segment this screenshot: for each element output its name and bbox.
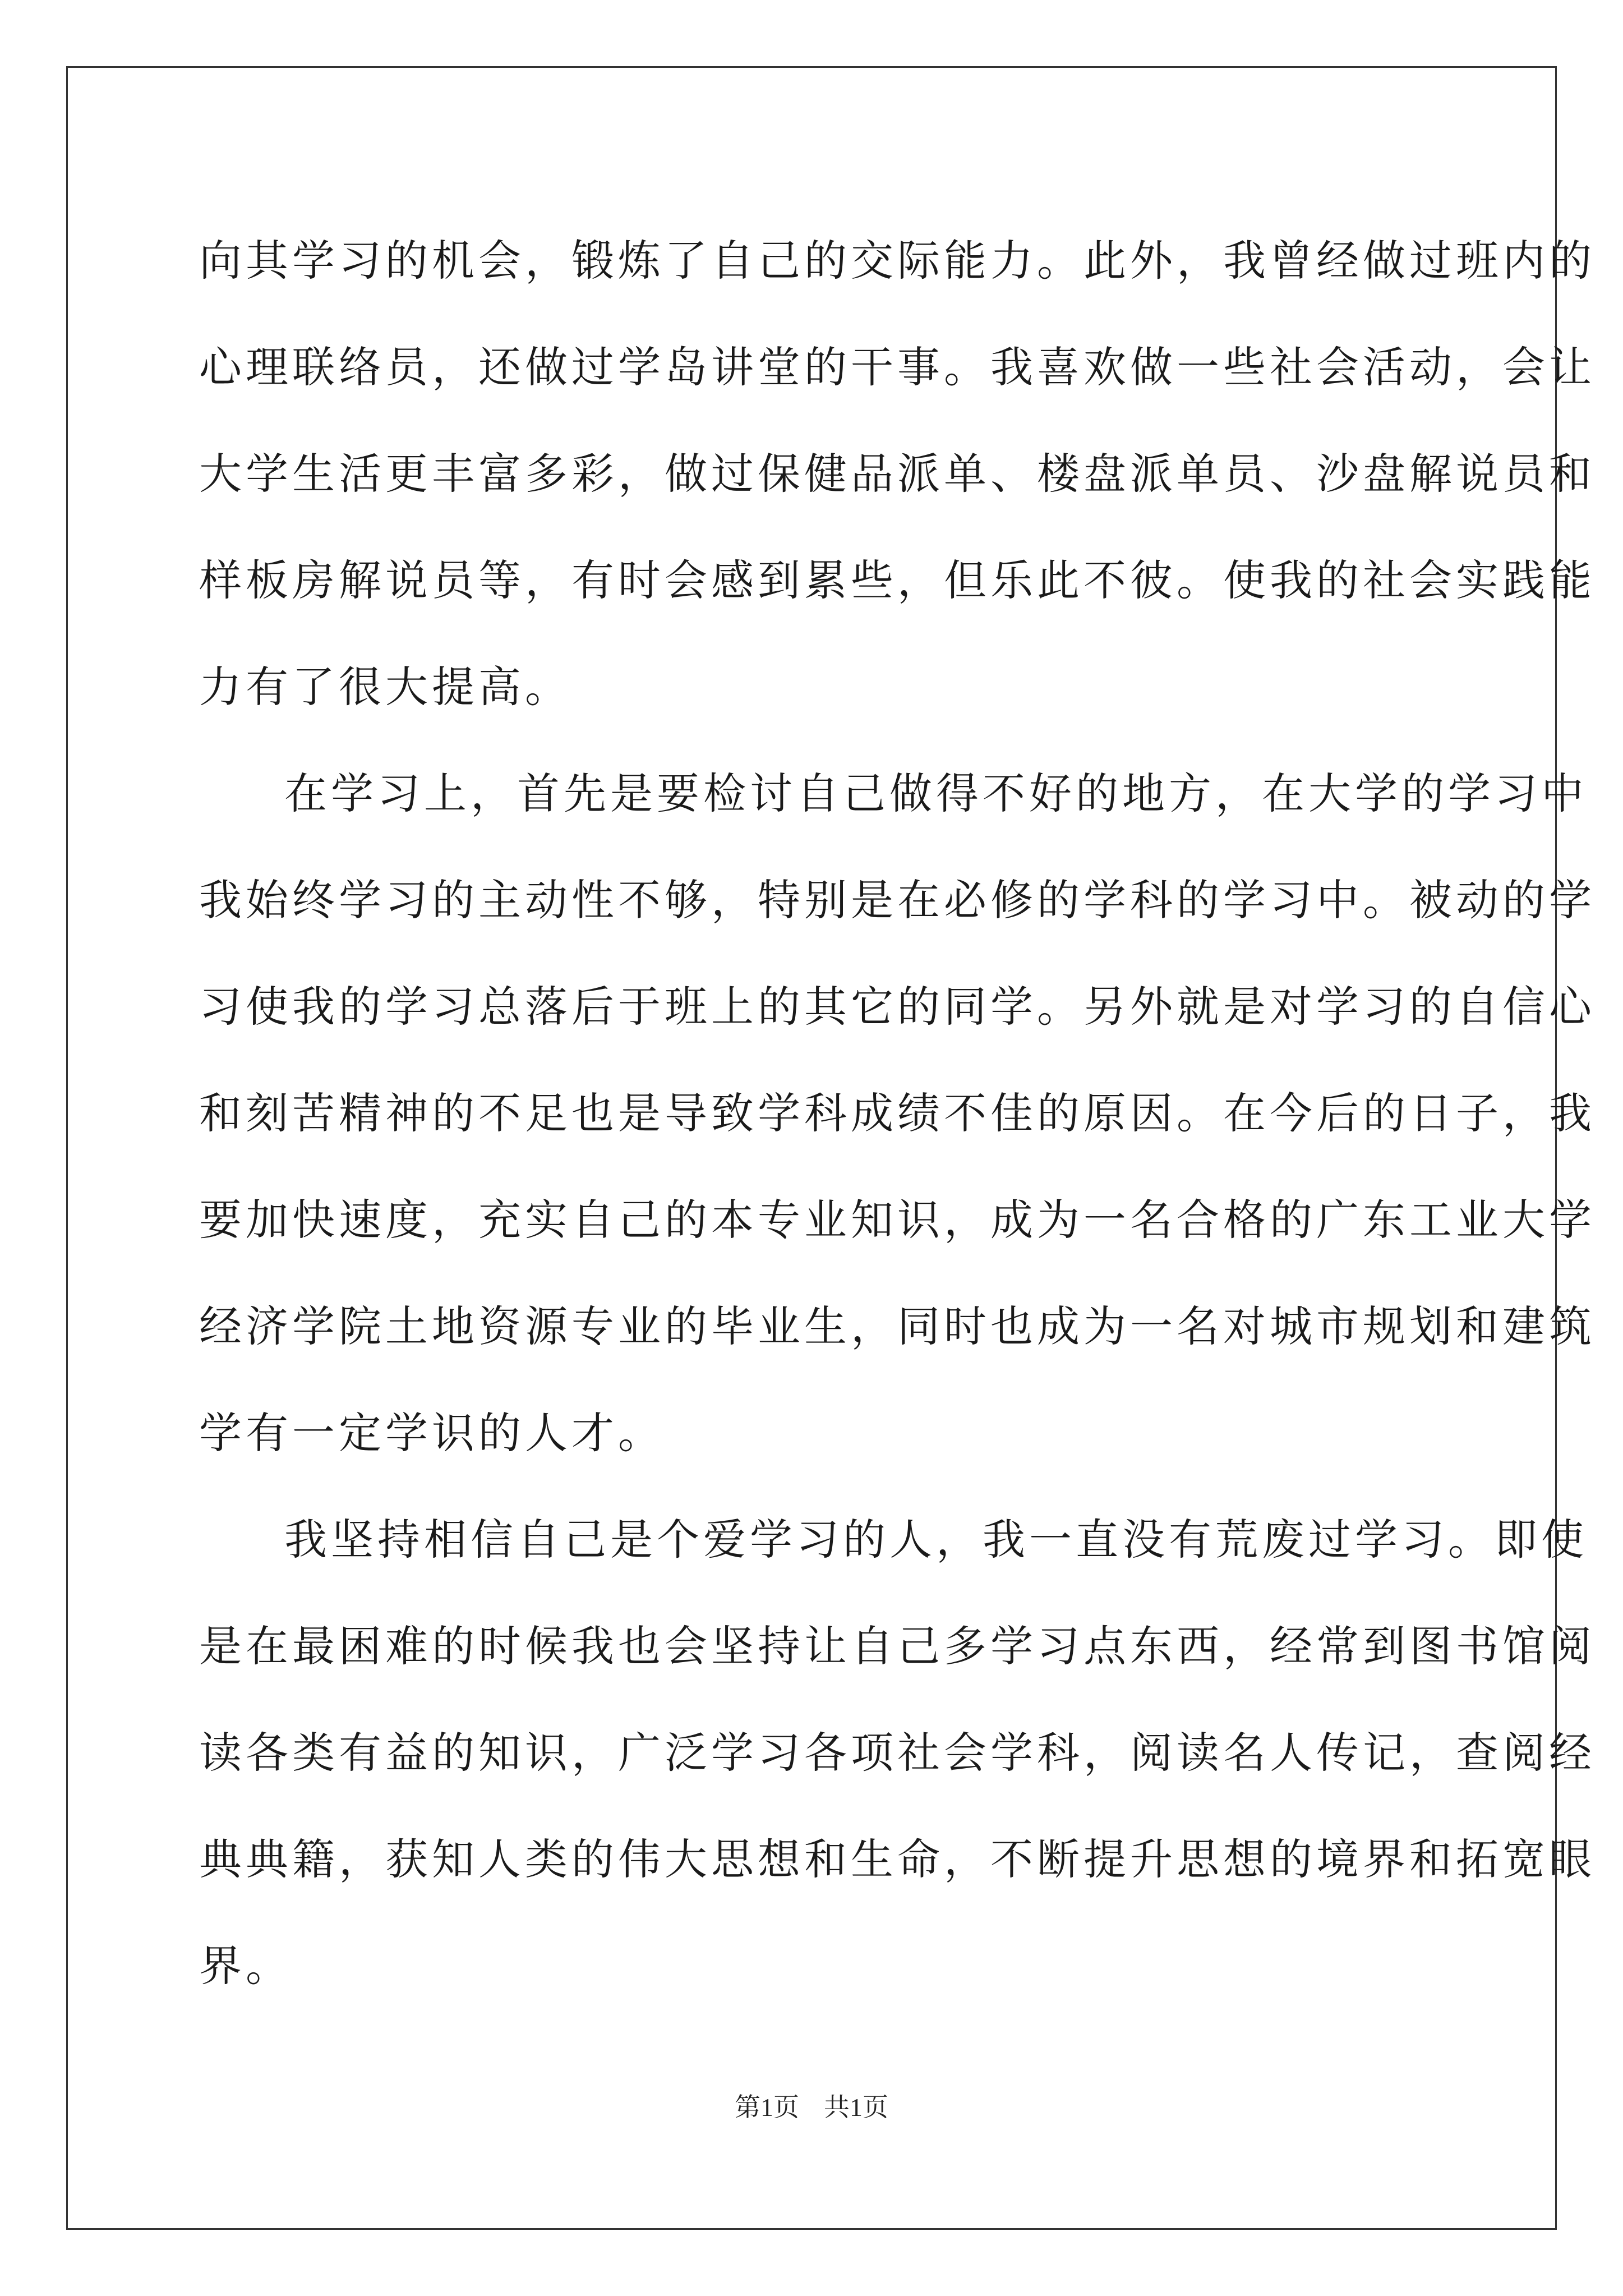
text-line: 经济学院土地资源专业的毕业生，同时也成为一名对城市规划和建筑 — [199, 1301, 1596, 1351]
text-line: 典典籍，获知人类的伟大思想和生命，不断提升思想的境界和拓宽眼 — [199, 1834, 1596, 1884]
text-line: 我始终学习的主动性不够，特别是在必修的学科的学习中。被动的学 — [199, 875, 1596, 925]
text-line: 是在最困难的时候我也会坚持让自己多学习点东西，经常到图书馆阅 — [199, 1621, 1596, 1671]
paragraph-1 — [199, 208, 1596, 740]
text-line: 和刻苦精神的不足也是导致学科成绩不佳的原因。在今后的日子，我 — [199, 1088, 1596, 1138]
page-footer — [0, 2087, 1623, 2124]
paragraph-3 — [199, 1487, 1596, 2019]
text-line: 要加快速度，充实自己的本专业知识，成为一名合格的广东工业大学 — [199, 1195, 1596, 1245]
document-body — [199, 208, 1596, 2019]
text-line: 大学生活更丰富多彩，做过保健品派单、楼盘派单员、沙盘解说员和 — [199, 449, 1596, 499]
text-line: 样板房解说员等，有时会感到累些，但乐此不彼。使我的社会实践能 — [199, 555, 1596, 605]
page-total: 共1页 — [824, 2093, 888, 2122]
text-line: 读各类有益的知识，广泛学习各项社会学科，阅读名人传记，查阅经 — [199, 1728, 1596, 1778]
text-line: 向其学习的机会，锻炼了自己的交际能力。此外，我曾经做过班内的 — [199, 236, 1596, 286]
text-line: 我坚持相信自己是个爱学习的人，我一直没有荒废过学习。即使 — [284, 1515, 1588, 1565]
text-line: 习使我的学习总落后于班上的其它的同学。另外就是对学习的自信心 — [199, 982, 1596, 1032]
paragraph-2 — [199, 740, 1596, 1487]
text-line: 在学习上，首先是要检讨自己做得不好的地方，在大学的学习中 — [284, 769, 1588, 818]
text-line: 力有了很大提高。 — [199, 662, 571, 712]
text-line: 心理联络员，还做过学岛讲堂的干事。我喜欢做一些社会活动，会让 — [199, 342, 1596, 392]
page-number: 第1页 — [735, 2093, 799, 2122]
text-line: 界。 — [199, 1941, 292, 1991]
text-line: 学有一定学识的人才。 — [199, 1408, 665, 1458]
